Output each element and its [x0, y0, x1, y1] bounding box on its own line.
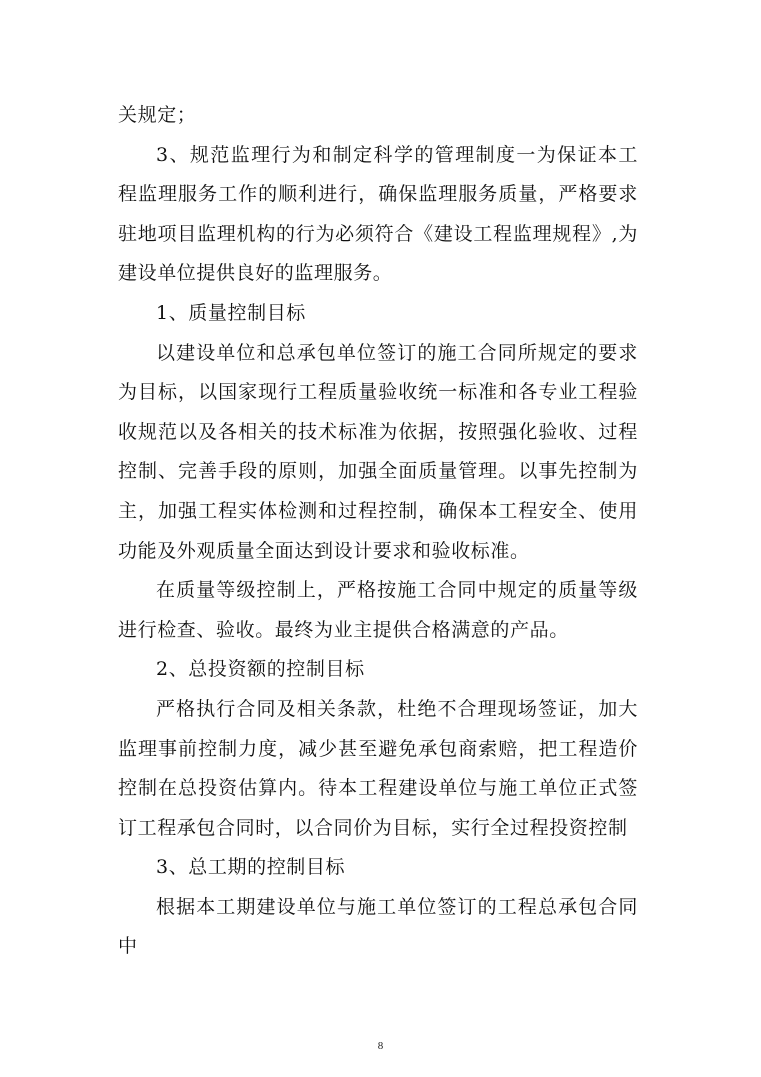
paragraph: 在质量等级控制上，严格按施工合同中规定的质量等级进行检查、验收。最终为业主提供合格满意的产品。 [118, 579, 638, 641]
paragraph: 严格执行合同及相关条款，杜绝不合理现场签证，加大监理事前控制力度，减少甚至避免承包商索赔，把工程造价控制在总投资估算内。待本工程建设单位与施工单位正式签订工程承包合同时，以合同价为目标，实行全过程投资控制 [118, 697, 638, 839]
paragraph: 根据本工期建设单位与施工单位签订的工程总承包合同中 [118, 895, 638, 958]
section-heading: 1、质量控制目标 [156, 301, 306, 324]
paragraph: 以建设单位和总承包单位签订的施工合同所规定的要求为目标，以国家现行工程质量验收统一标准和各专业工程验收规范以及各相关的技术标准为依据，按照强化验收、过程控制、完善手段的原则，加强全面质量管理。以事先控制为主，加强工程实体检测和过程控制，确保本工程安全、使用功能及外观质量全面达到设计要求和验收标准。 [118, 341, 638, 562]
paragraph: 关规定； [118, 104, 197, 126]
section-heading: 3、总工期的控制目标 [156, 856, 346, 879]
page-number: 8 [377, 1040, 384, 1052]
paragraph: 3、规范监理行为和制定科学的管理制度一为保证本工程监理服务工作的顺利进行，确保监理服务质量，严格要求驻地项目监理机构的行为必须符合《建设工程监理规程》,为建设单位提供良好的监理服务。 [118, 143, 638, 285]
section-heading: 2、总投资额的控制目标 [156, 658, 365, 681]
body-text [118, 96, 638, 967]
